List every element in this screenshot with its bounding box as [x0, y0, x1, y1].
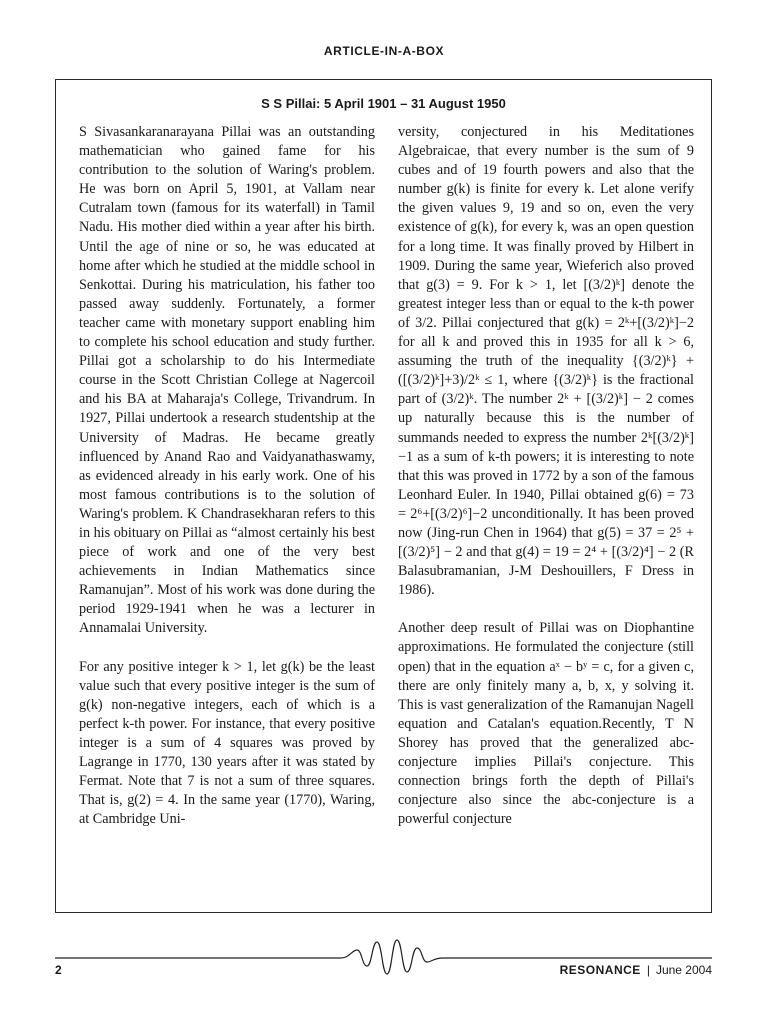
- issue-date: June 2004: [655, 963, 712, 977]
- right-paragraph-1: versity, conjectured in his Meditationes Algebraicae, that every number is the sum of 9 cubes and of 19 fourth powers and also that the number g(k) is finite for every k. Let alone verify the given values 9, 19 and so on, even the very existence of g(k), for every k, was an open question for a long time. It was finally proved by Hilbert in 1909. During the same year, Wieferich also proved that g(3) = 9. For k > 1, let [(3/2)ᵏ] denote the greatest integer less than or equal to the k-th power of 3/2. Pillai conjectured that g(k) = 2ᵏ+[(3/2)ᵏ]−2 for all k and proved this in 1935 for all k > 6, assuming the truth of the inequality {(3/2)ᵏ} + ([(3/2)ᵏ]+3)/2ᵏ ≤ 1, where {(3/2)ᵏ} is the fractional part of (3/2)ᵏ. The number 2ᵏ + [(3/2)ᵏ] − 2 comes up naturally because this is the number of summands needed to express the number 2ᵏ[(3/2)ᵏ]−1 as a sum of k-th powers; it is interesting to note that this was proved in 1772 by a son of the famous Leonhard Euler. In 1940, Pillai obtained g(6) = 73 = 2⁶+[(3/2)⁶]−2 unconditionally. It has been proved now (Jing-run Chen in 1964) that g(5) = 37 = 2⁵ + [(3/2)⁵] − 2 and that g(4) = 19 = 2⁴ + [(3/2)⁴] − 2 (R Balasubramanian, J-M Deshouillers, F Dress in 1986).: [398, 124, 694, 599]
- right-column: [398, 123, 694, 848]
- article-box: [55, 79, 712, 913]
- left-paragraph-2: For any positive integer k > 1, let g(k) be the least value such that every positive integer is the sum of g(k) non-negative integers, each of which is a perfect k-th power. For instance, that every positive integer is a sum of 4 squares was proved by Lagrange in 1770, 130 years after it was stated by Fermat. Note that 7 is not a sum of three squares. That is, g(2) = 4. In the same year (1770), Waring, at Cambridge Uni-: [79, 658, 375, 828]
- box-title: S S Pillai: 5 April 1901 – 31 August 1950: [261, 96, 506, 111]
- journal-footer: [560, 963, 712, 977]
- journal-name: RESONANCE: [559, 963, 641, 977]
- right-paragraph-2: Another deep result of Pillai was on Diophantine approximations. He formulated the conjecture (still open) that in the equation aˣ − bʸ = c, for a given c, there are only finitely many a, b, x, y solving it. This is vast generalization of the Ramanujan Nagell equation and Catalan's equation.Recently, T N Shorey has proved that the generalized abc-conjecture implies Pillai's conjecture. This connection brings forth the depth of Pillai's conjecture also since the abc-conjecture is a powerful conjecture: [398, 620, 694, 828]
- left-column: [79, 123, 375, 848]
- left-paragraph-1: S Sivasankaranarayana Pillai was an outstanding mathematician who gained fame for his contribution to the solution of Waring's problem. He was born on April 5, 1901, at Vallam near Cutralam town (famous for its waterfall) in Tamil Nadu. His mother died within a year after his birth. Until the age of nine or so, he was educated at home after which he studied at the middle school in Senkottai. During his matriculation, his father too passed away suddenly. Fortunately, a former teacher came with monetary support enabling him to complete his school education and study further. Pillai got a scholarship to do his Intermediate course in the Scott Christian College at Nagercoil and his BA at Maharaja's College, Trivandrum. In 1927, Pillai undertook a research studentship at the University of Madras. He became greatly influenced by Anand Rao and Vaidyanathaswamy, as evidenced already in his early work. One of his most famous contributions is to the solution of Waring's problem. K Chandrasekharan refers to this in his obituary on Pillai as “almost certainly his best piece of work and one of the very best achievements in Indian Mathematics since Ramanujan”. Most of his work was done during the period 1929-1941 when he was a lecturer in Annamalai University.: [79, 124, 375, 637]
- page-number: 2: [55, 963, 62, 977]
- section-header: ARTICLE-IN-A-BOX: [323, 44, 445, 58]
- footer-separator: |: [646, 963, 650, 977]
